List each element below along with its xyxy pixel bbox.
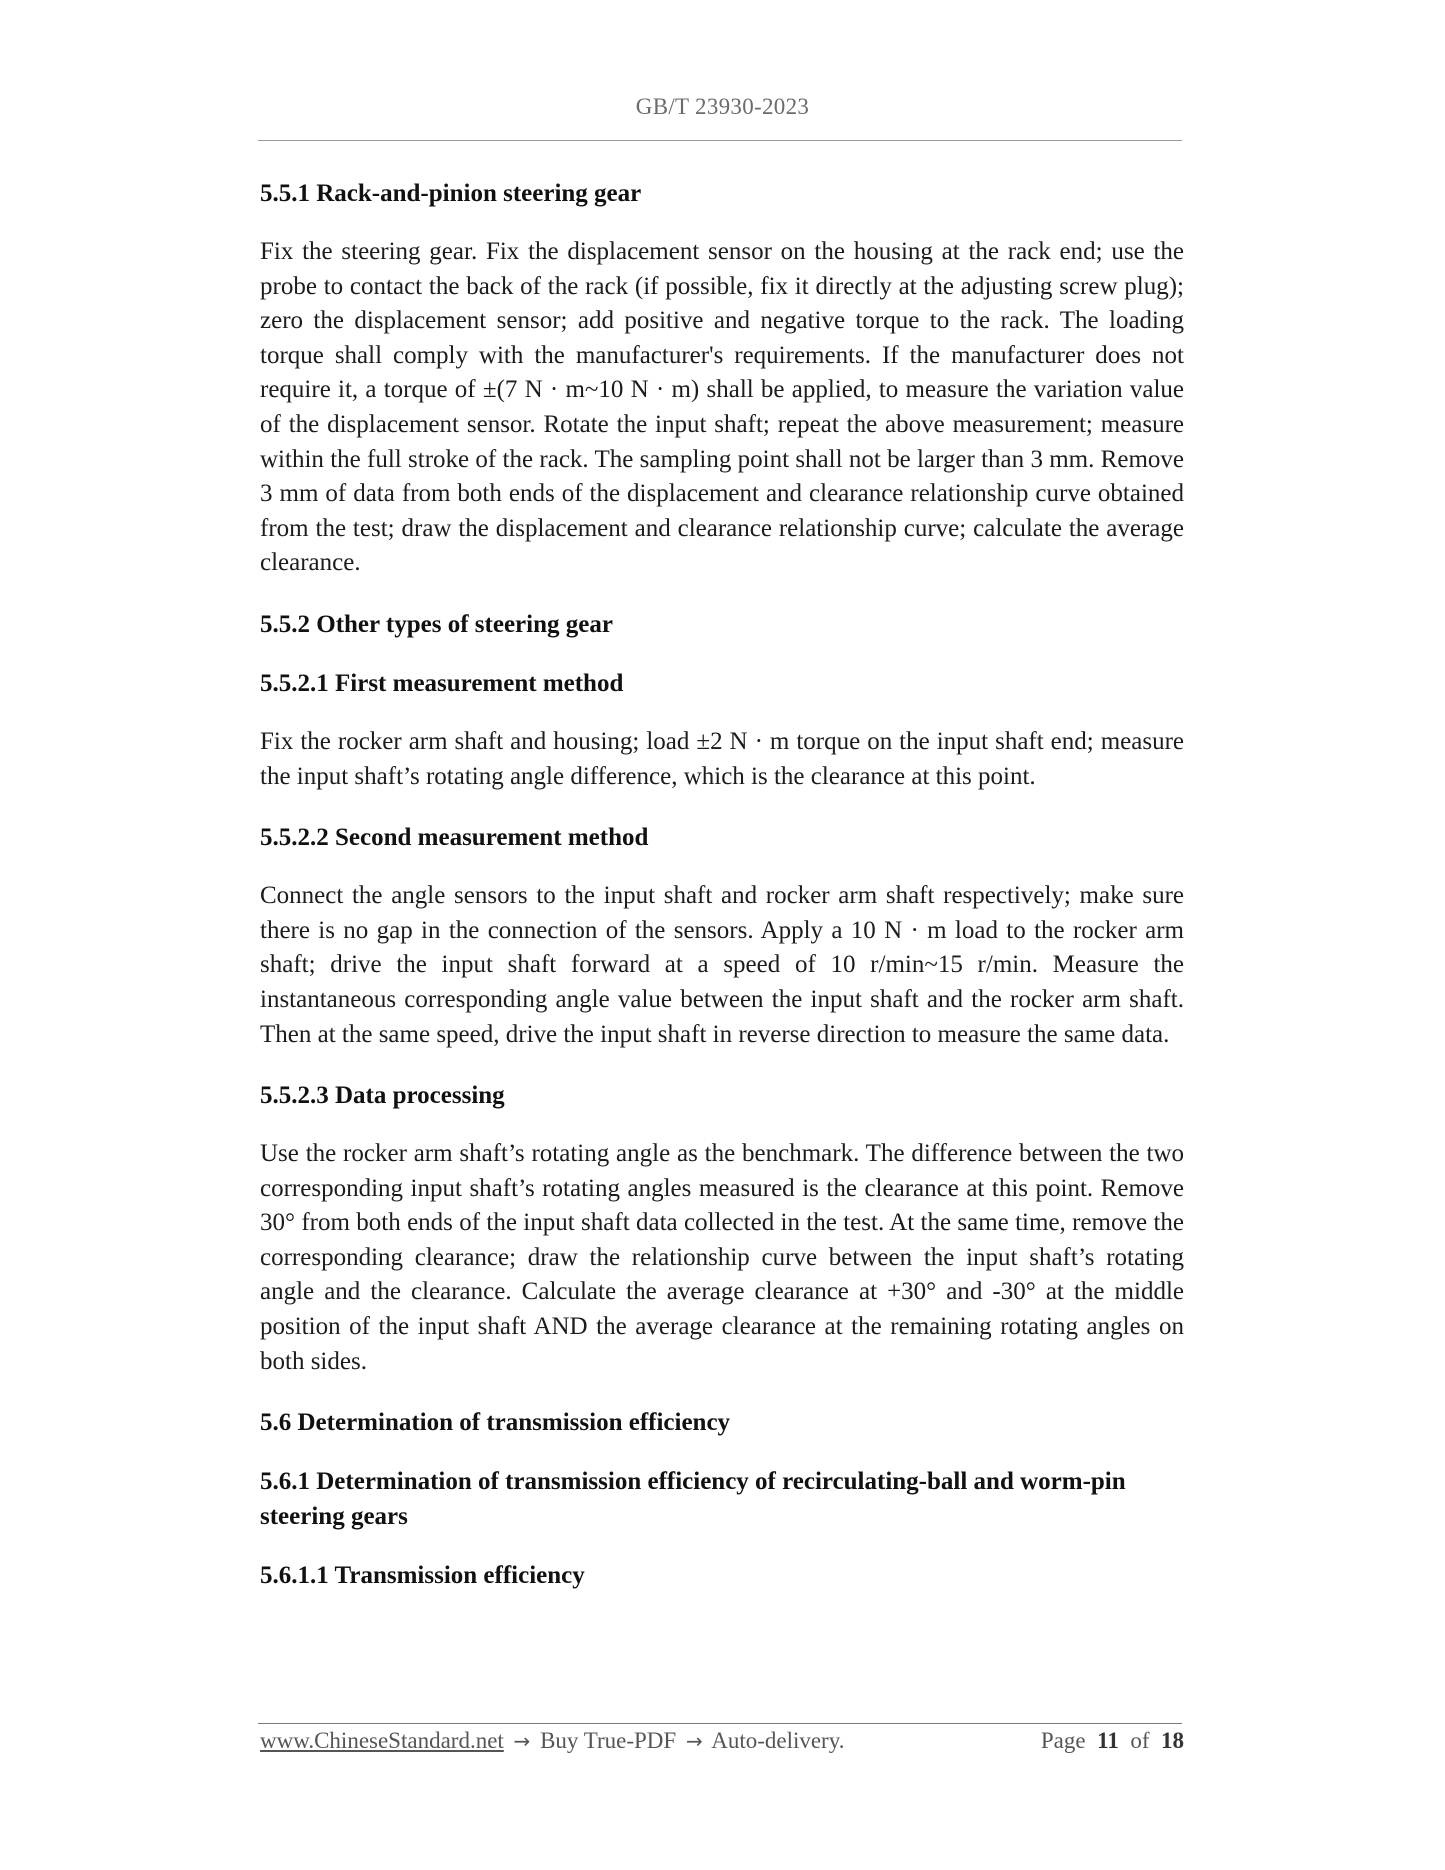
heading-5-5-1: 5.5.1 Rack-and-pinion steering gear	[260, 180, 642, 207]
arrow-right-icon: →	[513, 1729, 531, 1753]
paragraph-first-method: Fix the rocker arm shaft and housing; load ±2 N · m torque on the input shaft end; measure the input shaft’s rotating angle difference, which is the clearance at this point.	[260, 727, 1184, 790]
footer-promo	[260, 1728, 844, 1754]
document-header: GB/T 23930-2023	[635, 94, 810, 119]
of-label: of	[1130, 1728, 1150, 1753]
document-body	[260, 176, 1184, 1593]
heading-5-5-2: 5.5.2 Other types of steering gear	[260, 610, 613, 638]
page-label: Page	[1040, 1728, 1086, 1753]
heading-5-6-1: 5.6.1 Determination of transmission efficiency of recirculating-ball and worm-pin steering gears	[260, 1468, 1126, 1531]
paragraph-rack-and-pinion: Fix the steering gear. Fix the displacement sensor on the housing at the rack end; use the probe to contact the back of the rack (if possible, fix it directly at the adjusting screw plug); zero the displacement sensor; add positive and negative torque to the rack. The loading torque shall comply with the manufacturer's requirements. If the manufacturer does not require it, a torque of ±(7 N · m~10 N · m) shall be applied, to measure the variation value of the displacement sensor. Rotate the input shaft; repeat the above measurement; measure within the full stroke of the rack. The sampling point shall not be larger than 3 mm. Remove 3 mm of data from both ends of the displacement and clearance relationship curve obtained from the test; draw the displacement and clearance relationship curve; calculate the average clearance.	[260, 238, 1184, 577]
footer-divider	[258, 1723, 1182, 1724]
paragraph-data-processing: Use the rocker arm shaft’s rotating angle as the benchmark. The difference between the two corresponding input shaft’s rotating angles measured is the clearance at this point. Remove 30° from both ends of the input shaft data collected in the test. At the same time, remove the corresponding clearance; draw the relationship curve between the input shaft’s rotating angle and the clearance. Calculate the average clearance at +30° and -30° at the middle position of the input shaft AND the average clearance at the remaining rotating angles on both sides.	[260, 1140, 1184, 1375]
heading-5-5-2-1: 5.5.2.1 First measurement method	[260, 669, 624, 697]
page-total: 18	[1161, 1728, 1184, 1753]
heading-5-5-2-3: 5.5.2.3 Data processing	[260, 1082, 505, 1110]
page-footer	[260, 1728, 1184, 1760]
page-number	[1041, 1728, 1184, 1754]
arrow-right-icon: →	[685, 1729, 703, 1753]
heading-5-6-1-1: 5.6.1.1 Transmission efficiency	[260, 1562, 585, 1590]
delivery-text: Auto-delivery.	[711, 1728, 845, 1753]
header-divider	[258, 140, 1182, 141]
site-link[interactable]: www.ChineseStandard.net	[260, 1728, 504, 1753]
heading-5-6: 5.6 Determination of transmission efficiency	[260, 1409, 731, 1437]
page-current: 11	[1097, 1728, 1119, 1753]
paragraph-second-method: Connect the angle sensors to the input shaft and rocker arm shaft respectively; make sure there is no gap in the connection of the sensors. Apply a 10 N · m load to the rocker arm shaft; drive the input shaft forward at a speed of 10 r/min~15 r/min. Measure the instantaneous corresponding angle value between the input shaft and the rocker arm shaft. Then at the same speed, drive the input shaft in reverse direction to measure the same data.	[260, 882, 1184, 1048]
buy-text: Buy True-PDF	[540, 1728, 677, 1753]
heading-5-5-2-2: 5.5.2.2 Second measurement method	[260, 824, 649, 852]
